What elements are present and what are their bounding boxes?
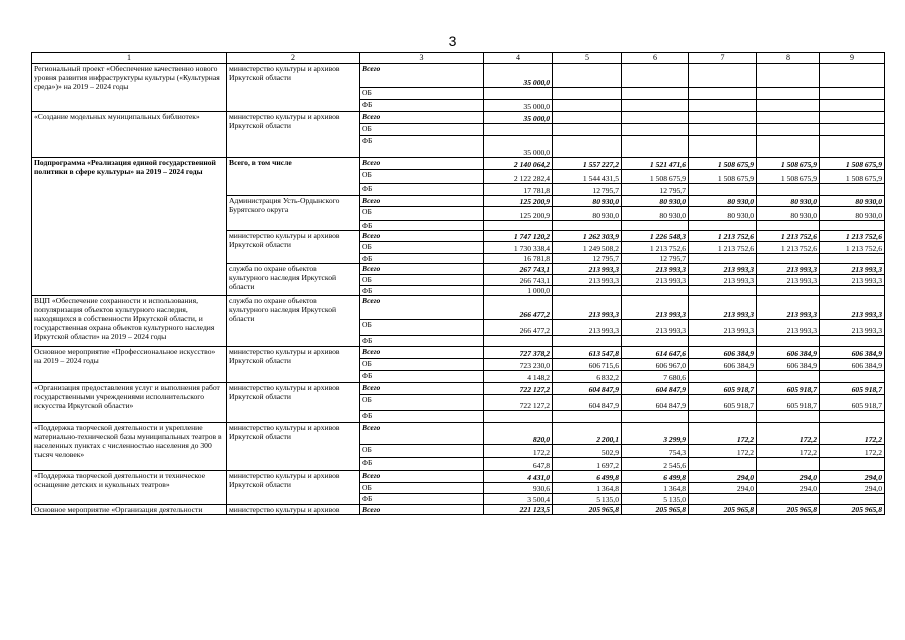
amount-cell: 266 477,2 [484, 320, 553, 336]
amount-cell: 1 364,8 [622, 483, 689, 494]
program-name-cell: Региональный проект «Обеспечение качественно нового уровня развития инфраструктуры культуры («Культурная среда»)» на 2019 – 2024 годы [32, 64, 227, 112]
amount-cell [553, 136, 622, 158]
budget-level-cell: Всего [360, 471, 484, 483]
amount-cell: 1 697,2 [553, 458, 622, 471]
amount-cell [820, 88, 885, 100]
amount-cell: 213 993,3 [757, 320, 820, 336]
budget-level-cell: ФБ [360, 100, 484, 112]
amount-cell: 614 647,6 [622, 347, 689, 359]
amount-cell: 80 930,0 [622, 207, 689, 221]
amount-cell [553, 112, 622, 124]
budget-level-cell: Всего [360, 383, 484, 395]
amount-cell [689, 411, 757, 423]
amount-cell [622, 411, 689, 423]
amount-cell: 172,2 [689, 423, 757, 445]
executor-cell: служба по охране объектов культурного наследия Иркутской области [227, 296, 360, 347]
amount-cell: 172,2 [820, 445, 885, 458]
amount-cell: 605 918,7 [820, 383, 885, 395]
budget-table [31, 52, 885, 515]
amount-cell [689, 221, 757, 231]
amount-cell: 213 993,3 [622, 320, 689, 336]
column-header: 6 [622, 53, 689, 64]
amount-cell: 213 993,3 [820, 320, 885, 336]
amount-cell: 172,2 [757, 423, 820, 445]
amount-cell [689, 371, 757, 383]
amount-cell [689, 136, 757, 158]
amount-cell [757, 136, 820, 158]
budget-level-cell: Всего [360, 423, 484, 445]
amount-cell: 4 431,0 [484, 471, 553, 483]
amount-cell: 605 918,7 [820, 395, 885, 411]
amount-cell [622, 88, 689, 100]
amount-cell [689, 112, 757, 124]
amount-cell [820, 458, 885, 471]
budget-level-cell: Всего [360, 505, 484, 515]
amount-cell [820, 124, 885, 136]
amount-cell: 205 965,8 [622, 505, 689, 515]
amount-cell: 213 993,3 [622, 296, 689, 320]
amount-cell: 1 364,8 [553, 483, 622, 494]
amount-cell: 6 832,2 [553, 371, 622, 383]
amount-cell [622, 100, 689, 112]
amount-cell: 1 508 675,9 [689, 158, 757, 170]
amount-cell: 294,0 [757, 471, 820, 483]
executor-cell: министерство культуры и архивов Иркутской области [227, 112, 360, 158]
amount-cell [689, 458, 757, 471]
amount-cell [622, 286, 689, 296]
amount-cell: 213 993,3 [553, 320, 622, 336]
amount-cell [757, 254, 820, 264]
amount-cell [757, 221, 820, 231]
amount-cell [820, 64, 885, 88]
program-name-cell: Основное мероприятие «Организация деятельности [32, 505, 227, 515]
column-header: 9 [820, 53, 885, 64]
budget-level-cell: Всего [360, 196, 484, 207]
amount-cell [689, 64, 757, 88]
amount-cell: 1 213 752,6 [820, 242, 885, 254]
executor-cell: министерство культуры и архивов [227, 505, 360, 515]
amount-cell: 125 200,9 [484, 207, 553, 221]
amount-cell: 80 930,0 [757, 196, 820, 207]
amount-cell: 80 930,0 [820, 196, 885, 207]
amount-cell: 213 993,3 [689, 275, 757, 286]
amount-cell: 606 384,9 [757, 347, 820, 359]
amount-cell: 294,0 [820, 483, 885, 494]
amount-cell [689, 100, 757, 112]
program-name-cell: ВЦП «Обеспечение сохранности и использования, популяризация объектов культурного наследия, находящихся в собственности Иркутской области, и государственная охрана объектов культурного наследия Иркутской области» на 2019 – 2024 годы [32, 296, 227, 347]
amount-cell [820, 371, 885, 383]
program-name-cell: «Создание модельных муниципальных библиотек» [32, 112, 227, 158]
program-name-cell: «Поддержка творческой деятельности и укрепление материально-технической базы муниципальных театров в населенных пунктах с численностью населения до 300 тысяч человек» [32, 423, 227, 471]
amount-cell: 606 384,9 [820, 347, 885, 359]
amount-cell [553, 124, 622, 136]
amount-cell: 6 499,8 [553, 471, 622, 483]
amount-cell: 80 930,0 [622, 196, 689, 207]
amount-cell: 5 135,0 [553, 494, 622, 505]
budget-level-cell: ОБ [360, 395, 484, 411]
amount-cell [622, 336, 689, 347]
amount-cell [484, 221, 553, 231]
amount-cell [553, 64, 622, 88]
amount-cell: 930,6 [484, 483, 553, 494]
amount-cell: 221 123,5 [484, 505, 553, 515]
amount-cell [689, 88, 757, 100]
amount-cell: 3 299,9 [622, 423, 689, 445]
amount-cell: 7 680,6 [622, 371, 689, 383]
budget-level-cell: ФБ [360, 221, 484, 231]
amount-cell: 12 795,7 [553, 184, 622, 196]
amount-cell [757, 494, 820, 505]
budget-level-cell: Всего [360, 64, 484, 88]
amount-cell [757, 64, 820, 88]
amount-cell: 35 000,0 [484, 112, 553, 124]
amount-cell [484, 336, 553, 347]
table-row [32, 471, 885, 483]
amount-cell: 16 781,8 [484, 254, 553, 264]
table-row [32, 112, 885, 124]
amount-cell: 1 557 227,2 [553, 158, 622, 170]
amount-cell: 294,0 [689, 471, 757, 483]
amount-cell: 125 200,9 [484, 196, 553, 207]
amount-cell: 205 965,8 [689, 505, 757, 515]
table-row [32, 158, 885, 170]
amount-cell: 80 930,0 [553, 207, 622, 221]
amount-cell: 213 993,3 [689, 320, 757, 336]
amount-cell [553, 286, 622, 296]
amount-cell [689, 494, 757, 505]
amount-cell [820, 112, 885, 124]
amount-cell [757, 336, 820, 347]
column-header: 3 [360, 53, 484, 64]
amount-cell: 213 993,3 [622, 264, 689, 275]
amount-cell: 1 213 752,6 [689, 231, 757, 242]
amount-cell: 213 993,3 [757, 264, 820, 275]
amount-cell [757, 88, 820, 100]
amount-cell: 35 000,0 [484, 100, 553, 112]
header-row [32, 53, 885, 64]
amount-cell: 213 993,3 [820, 296, 885, 320]
amount-cell [757, 411, 820, 423]
column-header: 2 [227, 53, 360, 64]
budget-level-cell: ФБ [360, 184, 484, 196]
amount-cell: 17 781,8 [484, 184, 553, 196]
executor-cell: служба по охране объектов культурного наследия Иркутской области [227, 264, 360, 296]
amount-cell: 4 148,2 [484, 371, 553, 383]
budget-level-cell: ОБ [360, 275, 484, 286]
amount-cell [820, 136, 885, 158]
amount-cell: 2 200,1 [553, 423, 622, 445]
budget-level-cell: ОБ [360, 207, 484, 221]
amount-cell [553, 100, 622, 112]
amount-cell: 213 993,3 [689, 296, 757, 320]
amount-cell: 1 213 752,6 [820, 231, 885, 242]
amount-cell: 1 747 120,2 [484, 231, 553, 242]
budget-level-cell: Всего [360, 231, 484, 242]
budget-level-cell: ОБ [360, 170, 484, 184]
amount-cell: 604 847,9 [553, 383, 622, 395]
budget-level-cell: ФБ [360, 336, 484, 347]
budget-level-cell: ФБ [360, 371, 484, 383]
amount-cell: 1 249 508,2 [553, 242, 622, 254]
amount-cell [820, 221, 885, 231]
table-row [32, 505, 885, 515]
executor-cell: Всего, в том числе [227, 158, 360, 196]
executor-cell: министерство культуры и архивов Иркутской области [227, 347, 360, 383]
amount-cell: 606 715,6 [553, 359, 622, 371]
amount-cell: 80 930,0 [689, 196, 757, 207]
amount-cell: 2 545,6 [622, 458, 689, 471]
amount-cell: 213 993,3 [689, 264, 757, 275]
amount-cell: 172,2 [484, 445, 553, 458]
amount-cell: 604 847,9 [553, 395, 622, 411]
amount-cell [484, 411, 553, 423]
amount-cell: 80 930,0 [757, 207, 820, 221]
budget-level-cell: ФБ [360, 458, 484, 471]
amount-cell: 12 795,7 [622, 184, 689, 196]
amount-cell [757, 458, 820, 471]
amount-cell: 820,0 [484, 423, 553, 445]
amount-cell: 1 730 338,4 [484, 242, 553, 254]
amount-cell: 80 930,0 [553, 196, 622, 207]
table-row [32, 64, 885, 88]
amount-cell [553, 411, 622, 423]
amount-cell: 605 918,7 [757, 395, 820, 411]
table-row [32, 347, 885, 359]
executor-cell: министерство культуры и архивов Иркутской области [227, 423, 360, 471]
amount-cell [757, 286, 820, 296]
executor-cell: Администрация Усть-Ордынского Бурятского округа [227, 196, 360, 231]
amount-cell: 1 213 752,6 [622, 242, 689, 254]
column-header: 7 [689, 53, 757, 64]
amount-cell: 267 743,1 [484, 264, 553, 275]
column-header: 8 [757, 53, 820, 64]
amount-cell: 1 508 675,9 [757, 158, 820, 170]
amount-cell [820, 254, 885, 264]
amount-cell: 754,3 [622, 445, 689, 458]
amount-cell [757, 112, 820, 124]
amount-cell: 1 544 431,5 [553, 170, 622, 184]
amount-cell: 5 135,0 [622, 494, 689, 505]
amount-cell: 172,2 [757, 445, 820, 458]
table-row [32, 383, 885, 395]
amount-cell [622, 136, 689, 158]
amount-cell: 722 127,2 [484, 383, 553, 395]
amount-cell: 605 918,7 [689, 383, 757, 395]
amount-cell: 294,0 [757, 483, 820, 494]
amount-cell [553, 336, 622, 347]
amount-cell [689, 124, 757, 136]
amount-cell: 613 547,8 [553, 347, 622, 359]
amount-cell: 266 477,2 [484, 296, 553, 320]
amount-cell: 12 795,7 [622, 254, 689, 264]
amount-cell: 1 213 752,6 [757, 242, 820, 254]
amount-cell: 1 521 471,6 [622, 158, 689, 170]
amount-cell: 1 508 675,9 [622, 170, 689, 184]
table-row [32, 423, 885, 445]
column-header: 1 [32, 53, 227, 64]
budget-level-cell: ОБ [360, 88, 484, 100]
amount-cell: 1 508 675,9 [757, 170, 820, 184]
amount-cell [622, 221, 689, 231]
amount-cell: 606 384,9 [820, 359, 885, 371]
program-name-cell: Подпрограмма «Реализация единой государственной политики в сфере культуры» на 2019 – 2024 годы [32, 158, 227, 296]
budget-level-cell: Всего [360, 158, 484, 170]
amount-cell [484, 88, 553, 100]
amount-cell: 172,2 [820, 423, 885, 445]
amount-cell: 294,0 [689, 483, 757, 494]
amount-cell [820, 411, 885, 423]
amount-cell: 80 930,0 [689, 207, 757, 221]
amount-cell: 205 965,8 [820, 505, 885, 515]
amount-cell: 80 930,0 [820, 207, 885, 221]
amount-cell: 502,9 [553, 445, 622, 458]
amount-cell: 1 262 303,9 [553, 231, 622, 242]
budget-level-cell: Всего [360, 112, 484, 124]
amount-cell [553, 221, 622, 231]
table-body [32, 53, 885, 515]
amount-cell [484, 124, 553, 136]
amount-cell: 213 993,3 [757, 275, 820, 286]
budget-level-cell: ФБ [360, 494, 484, 505]
amount-cell: 6 499,8 [622, 471, 689, 483]
budget-level-cell: ОБ [360, 242, 484, 254]
amount-cell: 213 993,3 [820, 264, 885, 275]
amount-cell [757, 371, 820, 383]
budget-level-cell: ФБ [360, 254, 484, 264]
amount-cell [622, 64, 689, 88]
amount-cell [622, 124, 689, 136]
budget-level-cell: ОБ [360, 124, 484, 136]
budget-level-cell: ОБ [360, 445, 484, 458]
executor-cell: министерство культуры и архивов Иркутской области [227, 383, 360, 423]
amount-cell [820, 100, 885, 112]
amount-cell: 1 508 675,9 [820, 170, 885, 184]
amount-cell: 1 000,0 [484, 286, 553, 296]
amount-cell: 606 967,0 [622, 359, 689, 371]
amount-cell: 213 993,3 [553, 296, 622, 320]
budget-level-cell: ОБ [360, 483, 484, 494]
amount-cell: 2 122 282,4 [484, 170, 553, 184]
amount-cell [757, 124, 820, 136]
amount-cell: 647,8 [484, 458, 553, 471]
budget-level-cell: ОБ [360, 359, 484, 371]
amount-cell: 172,2 [689, 445, 757, 458]
budget-level-cell: Всего [360, 296, 484, 320]
amount-cell [820, 286, 885, 296]
page-number: 3 [448, 33, 457, 49]
amount-cell: 605 918,7 [757, 383, 820, 395]
budget-level-cell: ФБ [360, 136, 484, 158]
amount-cell: 213 993,3 [553, 275, 622, 286]
amount-cell: 604 847,9 [622, 395, 689, 411]
amount-cell: 604 847,9 [622, 383, 689, 395]
amount-cell [689, 336, 757, 347]
amount-cell: 1 213 752,6 [689, 242, 757, 254]
amount-cell: 1 226 548,3 [622, 231, 689, 242]
program-name-cell: Основное мероприятие «Профессиональное искусство» на 2019 – 2024 годы [32, 347, 227, 383]
amount-cell: 213 993,3 [622, 275, 689, 286]
amount-cell: 605 918,7 [689, 395, 757, 411]
executor-cell: министерство культуры и архивов Иркутской области [227, 231, 360, 264]
amount-cell [820, 184, 885, 196]
amount-cell [689, 286, 757, 296]
amount-cell: 3 500,4 [484, 494, 553, 505]
amount-cell [689, 184, 757, 196]
amount-cell [689, 254, 757, 264]
budget-level-cell: ФБ [360, 411, 484, 423]
program-name-cell: «Поддержка творческой деятельности и техническое оснащение детских и кукольных театров» [32, 471, 227, 505]
amount-cell: 213 993,3 [553, 264, 622, 275]
amount-cell: 2 140 064,2 [484, 158, 553, 170]
amount-cell: 722 127,2 [484, 395, 553, 411]
amount-cell [553, 88, 622, 100]
amount-cell: 606 384,9 [689, 359, 757, 371]
table-row [32, 296, 885, 320]
amount-cell [757, 184, 820, 196]
budget-level-cell: Всего [360, 347, 484, 359]
amount-cell: 294,0 [820, 471, 885, 483]
amount-cell [820, 494, 885, 505]
amount-cell: 35 000,0 [484, 136, 553, 158]
amount-cell: 1 508 675,9 [820, 158, 885, 170]
amount-cell: 1 213 752,6 [757, 231, 820, 242]
amount-cell: 213 993,3 [820, 275, 885, 286]
executor-cell: министерство культуры и архивов Иркутской области [227, 64, 360, 112]
amount-cell: 12 795,7 [553, 254, 622, 264]
amount-cell: 266 743,1 [484, 275, 553, 286]
amount-cell [622, 112, 689, 124]
executor-cell: министерство культуры и архивов Иркутской области [227, 471, 360, 505]
amount-cell: 723 230,0 [484, 359, 553, 371]
budget-level-cell: ФБ [360, 286, 484, 296]
amount-cell: 606 384,9 [757, 359, 820, 371]
column-header: 4 [484, 53, 553, 64]
amount-cell: 727 378,2 [484, 347, 553, 359]
amount-cell: 606 384,9 [689, 347, 757, 359]
program-name-cell: «Организация предоставления услуг и выполнения работ государственными учреждениями исполнительского искусства Иркутской области» [32, 383, 227, 423]
amount-cell [757, 100, 820, 112]
amount-cell: 213 993,3 [757, 296, 820, 320]
amount-cell: 35 000,0 [484, 64, 553, 88]
amount-cell [820, 336, 885, 347]
budget-level-cell: ОБ [360, 320, 484, 336]
column-header: 5 [553, 53, 622, 64]
budget-level-cell: Всего [360, 264, 484, 275]
amount-cell: 205 965,8 [553, 505, 622, 515]
amount-cell: 1 508 675,9 [689, 170, 757, 184]
amount-cell: 205 965,8 [757, 505, 820, 515]
